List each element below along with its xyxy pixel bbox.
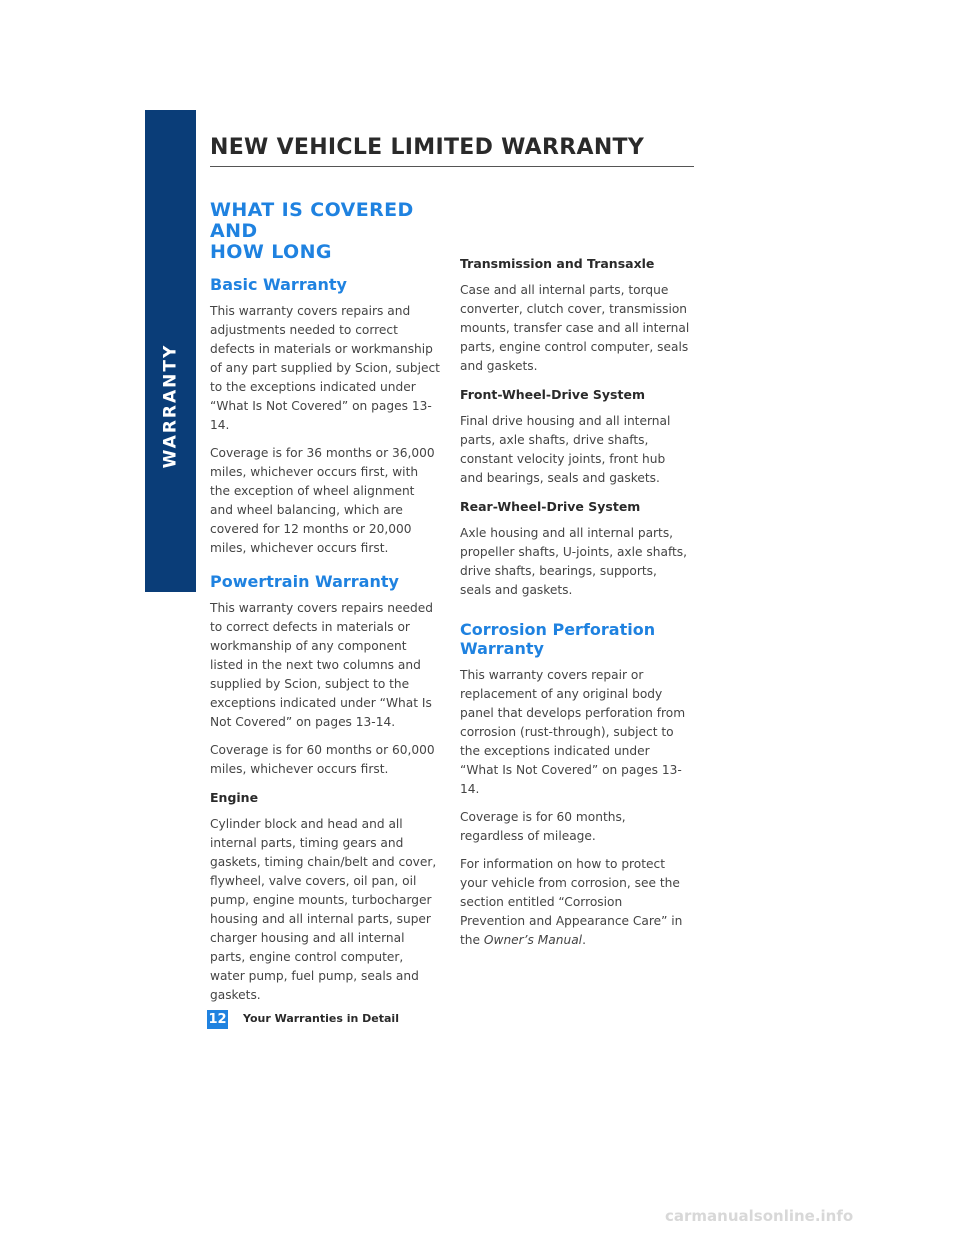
header-divider bbox=[210, 166, 694, 167]
engine-heading: Engine bbox=[210, 790, 259, 805]
footer-title: Your Warranties in Detail bbox=[243, 1012, 399, 1025]
side-tab-label-wrap bbox=[145, 110, 196, 592]
basic-warranty-paragraph-2: Coverage is for 36 months or 36,000 miles, whichever occurs first, with the exception of wheel alignment and wheel balancing, which are covered for 12 months or 20,000 miles, whichever occurs first. bbox=[210, 446, 435, 555]
basic-warranty-heading: Basic Warranty bbox=[210, 275, 347, 294]
corrosion-p3-end: . bbox=[582, 933, 586, 947]
side-tab-label: WARRANTY bbox=[160, 343, 181, 469]
owners-manual-title: Owner’s Manual bbox=[483, 933, 583, 947]
corrosion-p3-start: For information on how to protect your vehicle from corrosion, see the section entitled “Corrosion Prevention and Appearance Care” in the bbox=[460, 857, 683, 947]
transmission-paragraph: Case and all internal parts, torque converter, clutch cover, transmission mounts, transfer case and all internal parts, engine control computer, seals and gaskets. bbox=[460, 283, 690, 373]
transmission-heading: Transmission and Transaxle bbox=[460, 256, 655, 271]
corrosion-heading-line2: Warranty bbox=[460, 639, 544, 658]
corrosion-heading-line1: Corrosion Perforation bbox=[460, 620, 656, 639]
section-title bbox=[210, 200, 440, 263]
basic-warranty-paragraph-1: This warranty covers repairs and adjustments needed to correct defects in materials or workmanship of any part supplied by Scion, subject to the exceptions indicated under “What Is Not Covered” on pages 13-14. bbox=[210, 304, 440, 432]
right-column bbox=[460, 254, 690, 959]
watermark: carmanualsonline.info bbox=[665, 1207, 854, 1225]
powertrain-warranty-heading: Powertrain Warranty bbox=[210, 572, 399, 591]
fwd-paragraph: Final drive housing and all internal parts, axle shafts, drive shafts, constant velocity joints, front hub and bearings, seals and gaskets. bbox=[460, 414, 671, 485]
section-title-line2: HOW LONG bbox=[210, 241, 332, 263]
corrosion-paragraph-1: This warranty covers repair or replacement of any original body panel that develops perforation from corrosion (rust-through), subject to the exceptions indicated under “What Is Not Covered” on pages 13-14. bbox=[460, 668, 686, 796]
corrosion-paragraph-2: Coverage is for 60 months, regardless of mileage. bbox=[460, 810, 626, 843]
rwd-heading: Rear-Wheel-Drive System bbox=[460, 499, 641, 514]
powertrain-warranty-paragraph-1: This warranty covers repairs needed to correct defects in materials or workmanship of any component listed in the next two columns and supplied by Scion, subject to the exceptions indicated under “What Is Not Covered” on pages 13-14. bbox=[210, 601, 433, 729]
section-title-line1: WHAT IS COVERED AND bbox=[210, 199, 414, 242]
rwd-paragraph: Axle housing and all internal parts, propeller shafts, U-joints, axle shafts, drive shafts, bearings, supports, seals and gaskets. bbox=[460, 526, 688, 597]
corrosion-paragraph-3 bbox=[460, 855, 690, 950]
powertrain-warranty-paragraph-2: Coverage is for 60 months or 60,000 miles, whichever occurs first. bbox=[210, 743, 435, 776]
page-number-badge: 12 bbox=[208, 1012, 227, 1027]
fwd-heading: Front-Wheel-Drive System bbox=[460, 387, 645, 402]
corrosion-warranty-heading bbox=[460, 620, 690, 658]
engine-paragraph: Cylinder block and head and all internal parts, timing gears and gaskets, timing chain/belt and cover, flywheel, valve covers, oil pan, oil pump, engine mounts, turbocharger housing and all internal parts, super charger housing and all internal parts, engine control computer, water pump, fuel pump, seals and gaskets. bbox=[210, 817, 437, 1002]
left-column bbox=[210, 200, 440, 1014]
page-title: NEW VEHICLE LIMITED WARRANTY bbox=[210, 135, 645, 160]
